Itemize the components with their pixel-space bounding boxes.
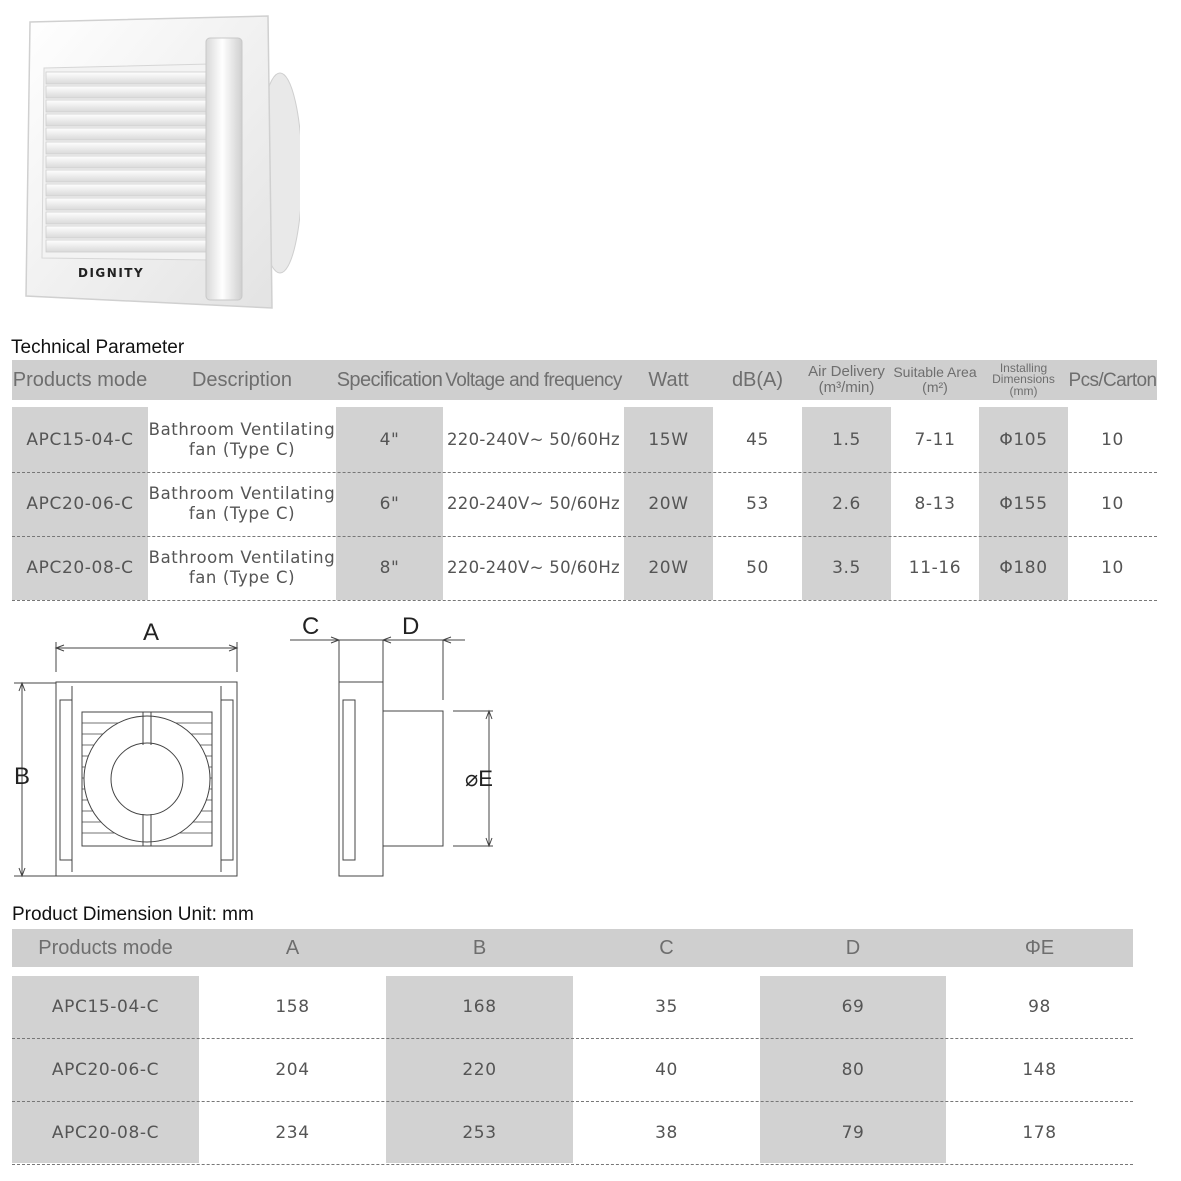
dims-header-d: D	[845, 937, 861, 959]
dimension-diagram	[0, 608, 520, 898]
dims-header-e: ΦE	[1024, 937, 1055, 959]
tech-row1-voltage: 220-240V~ 50/60Hz	[446, 430, 621, 450]
tech-row2-watt: 20W	[648, 493, 689, 514]
dims-row2-b: 220	[462, 1059, 497, 1080]
dims-row2-a: 204	[275, 1059, 310, 1080]
header-air-delivery-line2: (m³/min)	[818, 379, 875, 396]
header-pcs-carton: Pcs/Carton	[1068, 369, 1157, 391]
tech-row3-divider	[12, 600, 1157, 601]
tech-row1-db: 45	[746, 429, 769, 450]
header-db: dB(A)	[731, 369, 784, 391]
tech-row3-voltage: 220-240V~ 50/60Hz	[446, 558, 621, 578]
tech-row1-model: APC15-04-C	[26, 429, 134, 450]
dims-row2-d: 80	[841, 1059, 865, 1080]
tech-row1-watt: 15W	[648, 429, 689, 450]
tech-row3-model: APC20-08-C	[26, 557, 134, 578]
tech-row3-air-delivery: 3.5	[832, 557, 861, 578]
dims-row3-model: APC20-08-C	[51, 1122, 160, 1143]
technical-parameter-title: Technical Parameter	[11, 337, 185, 358]
header-suitable-area	[891, 360, 979, 400]
tech-row1-suitable-area: 7-11	[914, 429, 956, 450]
tech-row3-watt: 20W	[648, 557, 689, 578]
dims-row2-e: 148	[1022, 1059, 1057, 1080]
dims-header-a: A	[285, 937, 300, 959]
dims-row2-model: APC20-06-C	[51, 1059, 160, 1080]
header-suitable-area-line2: (m²)	[922, 379, 948, 395]
tech-row3-suitable-area: 11-16	[908, 557, 962, 578]
tech-row1-specification: 4"	[379, 429, 400, 450]
tech-row3-installing: Φ180	[999, 557, 1048, 578]
product-dimension-title: Product Dimension Unit: mm	[12, 904, 254, 925]
header-description: Description	[191, 369, 293, 391]
tech-row2-pcs: 10	[1101, 493, 1124, 514]
tech-row2-suitable-area: 8-13	[914, 493, 956, 514]
label-b: B	[14, 763, 31, 790]
header-air-delivery-line1: Air Delivery	[808, 363, 885, 381]
tech-row2-model: APC20-06-C	[26, 493, 134, 514]
dims-row3-e: 178	[1022, 1122, 1057, 1143]
tech-row1-pcs: 10	[1101, 429, 1124, 450]
tech-row2-air-delivery: 2.6	[832, 493, 861, 514]
tech-row2-voltage: 220-240V~ 50/60Hz	[446, 494, 621, 514]
tech-row3-specification: 8"	[379, 557, 400, 578]
dims-header-c: C	[659, 937, 674, 959]
dims-row2-c: 40	[655, 1059, 678, 1080]
tech-row1-air-delivery: 1.5	[832, 429, 861, 450]
product-photo	[10, 8, 300, 320]
dims-row1-c: 35	[655, 996, 678, 1017]
header-installing-line2: Dimensions	[992, 372, 1055, 387]
tech-row3-db: 50	[746, 557, 769, 578]
dims-header-products-mode: Products mode	[38, 937, 173, 959]
tech-row2-specification: 6"	[379, 493, 400, 514]
brand-logo: DIGNITY	[78, 266, 145, 280]
tech-row3-description: Bathroom Ventilating fan (Type C)	[148, 548, 336, 587]
dims-row3-b: 253	[462, 1122, 497, 1143]
label-e: ⌀E	[465, 766, 493, 791]
label-d: D	[402, 613, 420, 640]
tech-row2-description: Bathroom Ventilating fan (Type C)	[148, 484, 336, 523]
dims-row3-c: 38	[655, 1122, 678, 1143]
dims-row3-divider	[12, 1164, 1133, 1165]
header-watt: Watt	[648, 369, 689, 391]
dims-row1-a: 158	[275, 996, 310, 1017]
tech-row1-installing: Φ105	[999, 429, 1048, 450]
side-view-flange	[339, 682, 383, 876]
dims-row1-d: 69	[841, 996, 865, 1017]
header-air-delivery	[802, 360, 891, 400]
dims-row1-e: 98	[1028, 996, 1051, 1017]
header-voltage: Voltage and frequency	[445, 369, 622, 391]
dims-row1-model: APC15-04-C	[51, 996, 160, 1017]
tech-row2-db: 53	[746, 493, 769, 514]
tech-row3-pcs: 10	[1101, 557, 1124, 578]
header-installing-line3: (mm)	[1009, 383, 1038, 398]
header-installing-line1: Installing	[999, 360, 1048, 375]
header-products-mode: Products mode	[12, 369, 148, 391]
label-a: A	[143, 619, 160, 646]
tech-row1-description: Bathroom Ventilating fan (Type C)	[148, 420, 336, 459]
header-specification: Specification	[336, 369, 443, 391]
tech-row2-installing: Φ155	[999, 493, 1048, 514]
dims-row3-a: 234	[275, 1122, 310, 1143]
header-suitable-area-line1: Suitable Area	[893, 364, 977, 381]
dims-row3-d: 79	[841, 1122, 865, 1143]
side-view-duct	[383, 711, 443, 846]
header-installing-dimensions	[979, 360, 1068, 400]
dims-row1-b: 168	[462, 996, 497, 1017]
label-c: C	[302, 613, 320, 640]
dims-header-b: B	[472, 937, 487, 959]
